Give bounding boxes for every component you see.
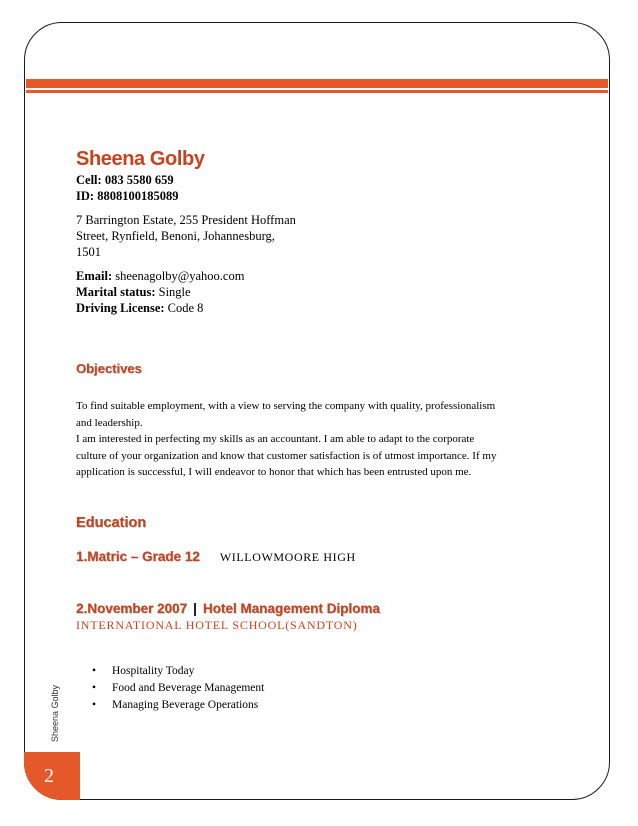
course-list (76, 663, 568, 714)
cell-line (76, 172, 568, 188)
education-item-2-school: INTERNATIONAL HOTEL SCHOOL(SANDTON) (76, 617, 358, 632)
course-name: Food and Beverage Management (112, 681, 265, 694)
license-line (76, 300, 568, 316)
id-value: 8808100185089 (97, 189, 179, 203)
email-label: Email: (76, 269, 113, 283)
header-rule-thin (26, 90, 608, 93)
objectives-text (76, 398, 568, 481)
objectives-line-2: and leadership. (76, 416, 143, 429)
list-item (92, 697, 568, 714)
candidate-name: Sheena Golby (76, 148, 205, 170)
address-line-1: 7 Barrington Estate, 255 President Hoffman (76, 213, 296, 227)
license-value: Code 8 (167, 301, 204, 315)
course-name: Hospitality Today (112, 664, 195, 677)
address-line-3: 1501 (76, 245, 101, 259)
marital-label: Marital status: (76, 285, 156, 299)
marital-line (76, 284, 568, 300)
id-label: ID: (76, 189, 95, 203)
header-rule-thick (26, 79, 608, 88)
objectives-line-4: culture of your organization and know that customer satisfaction is of utmost importance. If my (76, 449, 497, 462)
objectives-line-1: To find suitable employment, with a view to serving the company with quality, professionalism (76, 400, 496, 412)
course-name: Managing Beverage Operations (112, 698, 259, 711)
bullet-icon: • (92, 681, 97, 694)
education-heading: Education (76, 514, 147, 531)
education-item-1-title: 1.Matric – Grade 12 (76, 548, 200, 564)
id-line (76, 188, 568, 204)
email-line (76, 268, 568, 284)
page-number: 2 (44, 764, 54, 787)
education-item-2 (76, 601, 568, 616)
address-line-2: Street, Rynfield, Benoni, Johannesburg, (76, 229, 275, 243)
education-item-1 (76, 549, 568, 565)
bullet-icon: • (92, 664, 97, 677)
cell-label: Cell: (76, 173, 102, 187)
list-item (92, 680, 568, 697)
education-item-2-date: 2.November 2007 (76, 600, 188, 616)
license-label: Driving License: (76, 301, 165, 315)
page-number-badge (24, 752, 80, 800)
list-item (92, 663, 568, 680)
email-value[interactable]: sheenagolby@yahoo.com (115, 269, 245, 283)
education-item-2-separator: | (193, 600, 197, 616)
education-item-1-school: WILLOWMOORE HIGH (219, 549, 356, 564)
side-name-label: Sheena Golby (50, 684, 60, 742)
objectives-heading: Objectives (76, 361, 142, 376)
marital-value: Single (158, 285, 191, 299)
objectives-line-5: application is successful, I will endeavor to honor that which has been entrusted upon me. (76, 466, 472, 478)
education-item-2-course: Hotel Management Diploma (202, 600, 380, 616)
objectives-line-3: I am interested in perfecting my skills as an accountant. I am able to adapt to the corporate (76, 433, 475, 445)
bullet-icon: • (92, 698, 97, 711)
cell-value: 083 5580 659 (104, 173, 174, 187)
resume-content (76, 146, 568, 714)
